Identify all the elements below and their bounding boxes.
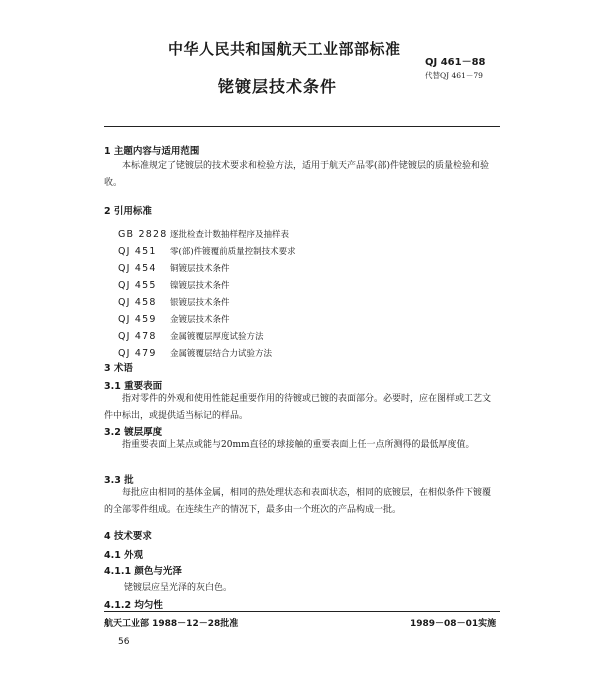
reference-code: QJ 454 (118, 263, 157, 274)
top-divider (104, 126, 500, 127)
section-2-heading: 2 引用标准 (104, 206, 152, 217)
reference-code: QJ 455 (118, 280, 157, 291)
replaces-standard: 代替QJ 461－79 (425, 71, 483, 80)
section-4-heading: 4 技术要求 (104, 531, 152, 542)
reference-title: 零(部)件镀覆前质量控制技术要求 (170, 247, 296, 257)
reference-title: 铜镀层技术条件 (170, 264, 230, 274)
reference-code: QJ 458 (118, 297, 157, 308)
standard-title: 中华人民共和国航天工业部部标准 (168, 40, 401, 58)
section-3-3-heading: 3.3 批 (104, 475, 134, 486)
section-3-heading: 3 术语 (104, 363, 133, 374)
reference-code: QJ 478 (118, 331, 157, 342)
reference-title: 金镀层技术条件 (170, 315, 230, 325)
section-1-heading: 1 主题内容与适用范围 (104, 146, 200, 157)
reference-item (118, 341, 272, 360)
reference-title: 银镀层技术条件 (170, 298, 230, 308)
reference-title: 逐批检查计数抽样程序及抽样表 (170, 230, 290, 240)
implementation-date: 1989－08－01实施 (410, 619, 497, 629)
document-title: 铑镀层技术条件 (218, 77, 338, 96)
reference-code: QJ 459 (118, 314, 157, 325)
section-3-1-body: 指对零件的外观和使用性能起重要作用的待镀或已镀的表面部分。必要时，应在图样或工艺文件中标出，或提供适当标记的样品。 (104, 394, 492, 421)
section-4-1-1-body: 铑镀层应呈光泽的灰白色。 (124, 583, 233, 593)
section-3-2-body: 指重要表面上某点或能与20mm直径的球接触的重要表面上任一点所测得的最低厚度值。 (122, 440, 475, 450)
reference-code: QJ 451 (118, 246, 157, 257)
section-3-3-body: 每批应由相同的基体金属，相同的热处理状态和表面状态，相同的底镀层，在相似条件下镀覆的全部零件组成。在连续生产的情况下，最多由一个班次的产品构成一批。 (104, 488, 492, 515)
bottom-divider (104, 611, 500, 612)
section-4-1-2-heading: 4.1.2 均匀性 (104, 600, 163, 611)
standard-code: QJ 461－88 (425, 57, 486, 68)
reference-title: 金属镀覆层厚度试验方法 (170, 332, 264, 342)
section-4-1-heading: 4.1 外观 (104, 550, 144, 561)
reference-code: QJ 479 (118, 348, 157, 359)
section-3-1-heading: 3.1 重要表面 (104, 381, 163, 392)
section-4-1-1-heading: 4.1.1 颜色与光泽 (104, 566, 182, 577)
page-number: 56 (118, 637, 130, 647)
reference-code: GB 2828 (118, 229, 168, 240)
reference-title: 镍镀层技术条件 (170, 281, 230, 291)
reference-title: 金属镀覆层结合力试验方法 (170, 349, 273, 359)
section-1-body: 本标准规定了铑镀层的技术要求和检验方法，适用于航天产品零(部)件铑镀层的质量检验和验收。 (104, 161, 490, 188)
approval-date: 航天工业部 1988－12－28批准 (104, 619, 239, 629)
section-3-2-heading: 3.2 镀层厚度 (104, 427, 163, 438)
